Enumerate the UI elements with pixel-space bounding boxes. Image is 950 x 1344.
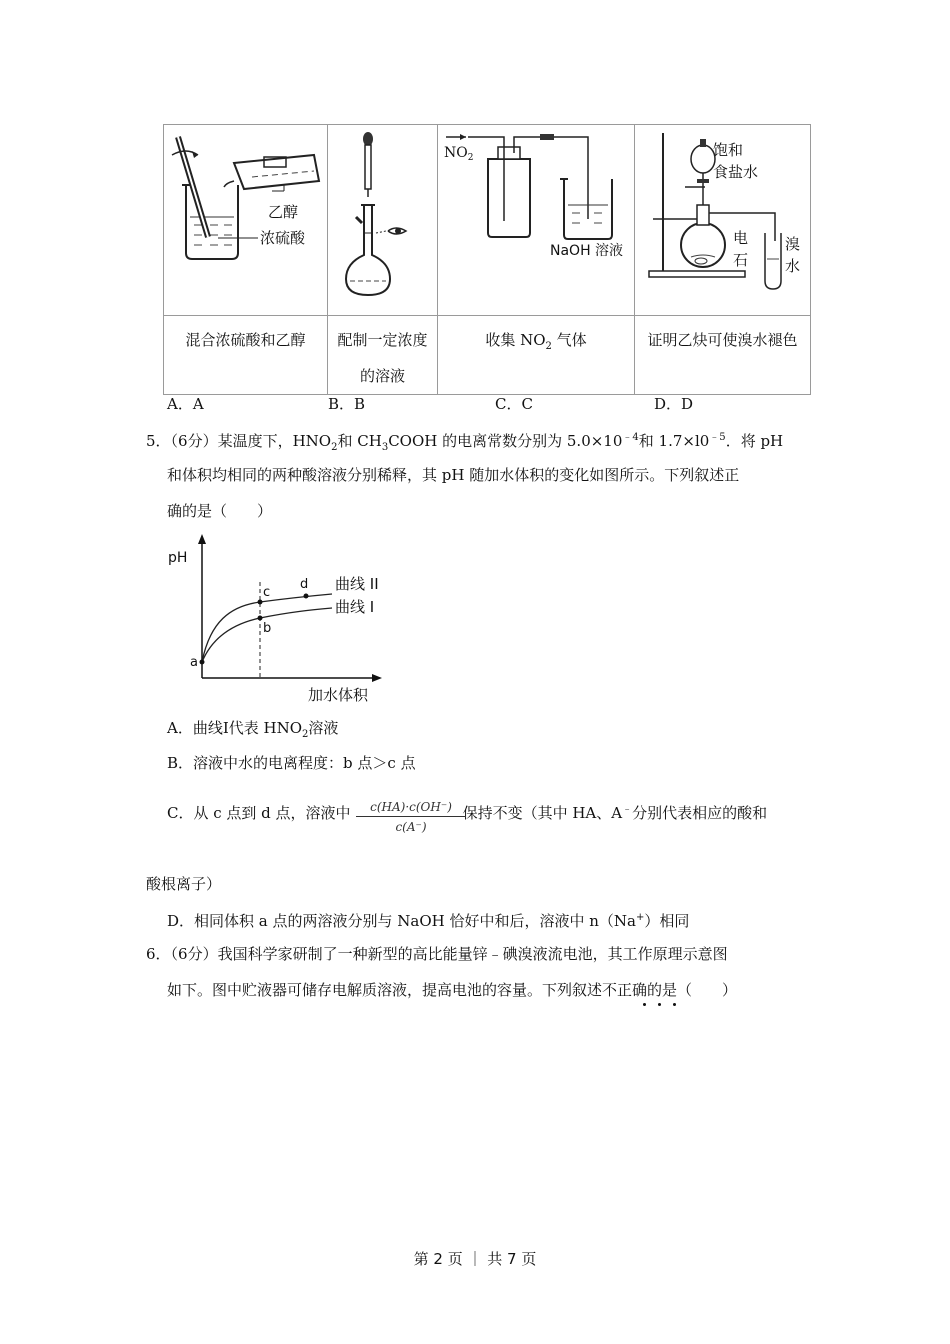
caption-d: 证明乙炔可使溴水褪色 — [635, 316, 811, 395]
ph-dilution-graph — [160, 532, 400, 712]
fraction-numerator: c(HA)·c(OH⁻) — [356, 800, 466, 817]
q4-option-d[interactable]: D．D — [654, 395, 694, 413]
q5-fraction — [356, 800, 466, 834]
cell-d-figure — [635, 125, 811, 316]
q4-option-c[interactable]: C．C — [495, 395, 533, 413]
q5-option-c-continued: 酸根离子） — [146, 875, 222, 893]
caption-a: 混合浓硫酸和乙醇 — [164, 316, 328, 395]
y-axis-label: pH — [168, 550, 188, 566]
gas-collection-figure — [438, 125, 634, 311]
label-carbide-2: 石 — [733, 251, 749, 269]
experiment-table — [163, 124, 811, 395]
page-footer: 第 2 页 ｜ 共 7 页 — [413, 1250, 537, 1268]
q5-line1: 5．（6分）某温度下，$HNO_2$和 $CH_3COOH$ 的电离常数分别为 $5.0\times 10^{﹣4}$和 $1.7\times l0^{﹣5}$．将 pH — [146, 432, 784, 453]
label-c: c — [263, 585, 271, 600]
fraction-denominator: c(A⁻) — [395, 820, 427, 834]
cell-a-figure — [164, 125, 328, 316]
label-brine-2: 食盐水 — [713, 163, 759, 181]
point-d — [304, 594, 309, 599]
q5-option-a[interactable]: A．曲线Ⅰ代表 $HNO_2$溶液 — [167, 719, 339, 740]
label-bromine-2: 水 — [785, 257, 801, 275]
label-bromine-1: 溴 — [785, 235, 801, 253]
q6-line2: 如下。图中贮液器可储存电解质溶液，提高电池的容量。下列叙述不正确的是（ ） — [167, 981, 738, 999]
x-axis-label: 加水体积 — [308, 686, 369, 704]
label-carbide-1: 电 — [733, 229, 749, 247]
cell-c-figure — [438, 125, 635, 316]
point-c — [258, 600, 263, 605]
label-conc-acid: 浓硫酸 — [260, 229, 306, 247]
acetylene-apparatus-figure — [635, 125, 810, 311]
q6-line1: 6．（6分）我国科学家研制了一种新型的高比能量锌﹣碘溴液流电池，其工作原理示意图 — [146, 945, 728, 963]
label-ethanol: 乙醇 — [268, 203, 299, 221]
q5-option-d[interactable]: D．相同体积 a 点的两溶液分别与 NaOH 恰好中和后，溶液中 n（Na+）相同 — [167, 912, 690, 930]
emphasis-dot — [658, 1003, 661, 1006]
legend-curve-ii: 曲线 II — [335, 575, 379, 593]
q5-line3: 确的是（ ） — [167, 502, 273, 520]
legend-curve-i: 曲线 I — [335, 598, 375, 616]
label-no2: $NO_2$ — [444, 145, 474, 163]
caption-c: 收集 $NO_2$ 气体 — [438, 316, 635, 395]
cell-b-figure — [328, 125, 438, 316]
emphasis-dot — [643, 1003, 646, 1006]
label-d: d — [300, 577, 309, 592]
q4-option-a[interactable]: A．A — [167, 395, 204, 413]
mixing-beaker-figure — [164, 125, 327, 311]
q4-option-b[interactable]: B．B — [328, 395, 366, 413]
q6-emphasis: 不正确 — [602, 981, 648, 999]
q5-option-b[interactable]: B．溶液中水的电离程度：b 点＞c 点 — [167, 754, 416, 772]
caption-b: 配制一定浓度 的溶液 — [328, 316, 438, 395]
label-a: a — [190, 655, 198, 670]
label-naoh: NaOH 溶液 — [550, 243, 624, 259]
label-brine-1: 饱和 — [713, 141, 744, 159]
point-b — [258, 616, 263, 621]
q5-option-c[interactable]: C．从 c 点到 d 点，溶液中 保持不变（其中 HA、A﹣分别代表相应的酸和 — [167, 804, 768, 822]
volumetric-flask-figure — [328, 125, 437, 311]
emphasis-dot — [673, 1003, 676, 1006]
q5-line2: 和体积均相同的两种酸溶液分别稀释，其 pH 随加水体积的变化如图所示。下列叙述正 — [167, 466, 740, 484]
point-a — [200, 660, 205, 665]
label-b: b — [263, 621, 272, 636]
